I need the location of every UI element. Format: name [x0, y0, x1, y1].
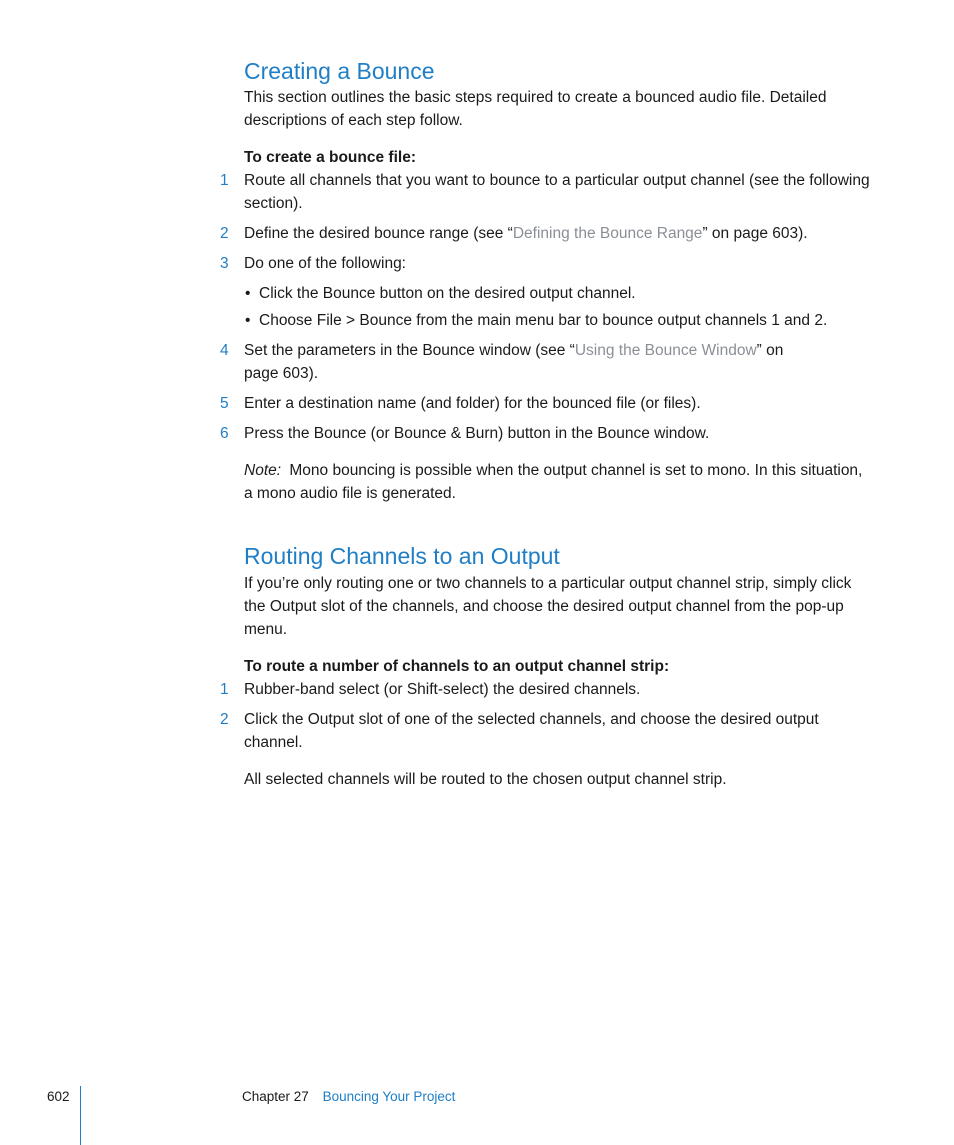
footer-chapter-label: Chapter 27 — [242, 1089, 309, 1104]
bullet-dot: • — [245, 285, 251, 302]
step-3 — [220, 252, 874, 275]
step-number: 1 — [220, 172, 229, 189]
step-number: 1 — [220, 681, 229, 698]
bullet-text: Click the Bounce button on the desired output channel. — [259, 285, 636, 302]
bullet-dot: • — [245, 312, 251, 329]
step-text-post: ” on page 603). — [702, 225, 808, 242]
note — [244, 459, 874, 505]
step-number: 2 — [220, 711, 229, 728]
section-intro: This section outlines the basic steps required to create a bounced audio file. Detailed descriptions of each step follow. — [244, 89, 827, 129]
procedure-title: To route a number of channels to an output channel strip: — [244, 658, 670, 675]
step-2 — [220, 708, 874, 754]
section-heading-creating-a-bounce: Creating a Bounce — [244, 58, 435, 84]
step-text: Click the Output slot of one of the selected channels, and choose the desired output channel. — [244, 711, 819, 751]
step-text: Do one of the following: — [244, 255, 406, 272]
bullet-item — [244, 309, 874, 332]
footer-chapter-title[interactable]: Bouncing Your Project — [322, 1089, 456, 1104]
closing-paragraph: All selected channels will be routed to the chosen output channel strip. — [244, 771, 727, 788]
step-text-pre: Define the desired bounce range (see “ — [244, 225, 513, 242]
step-text-post: ” on page 603). — [244, 342, 784, 382]
step-text: Enter a destination name (and folder) for the bounced file (or files). — [244, 395, 701, 412]
step-text — [244, 339, 808, 385]
step-number: 3 — [220, 255, 229, 272]
step-number: 5 — [220, 395, 229, 412]
step-6 — [220, 422, 874, 445]
step-1 — [220, 678, 874, 701]
step-1 — [220, 169, 874, 215]
step-4 — [220, 339, 808, 385]
section-heading-routing-channels: Routing Channels to an Output — [244, 543, 560, 569]
bullet-text: Choose File > Bounce from the main menu bar to bounce output channels 1 and 2. — [259, 312, 828, 329]
bullet-item — [244, 282, 874, 305]
step-text: Press the Bounce (or Bounce & Burn) button in the Bounce window. — [244, 425, 710, 442]
step-number: 2 — [220, 225, 229, 242]
step-2 — [220, 222, 874, 245]
step-number: 6 — [220, 425, 229, 442]
step-text: Rubber-band select (or Shift-select) the desired channels. — [244, 681, 641, 698]
procedure-title: To create a bounce file: — [244, 149, 416, 166]
page-number: 602 — [47, 1089, 70, 1104]
step-5 — [220, 392, 874, 415]
step-text — [244, 222, 874, 245]
note-label: Note: — [244, 462, 282, 479]
footer-chapter — [242, 1088, 455, 1106]
note-text: Mono bouncing is possible when the output channel is set to mono. In this situation, a mono audio file is generated. — [244, 462, 863, 502]
link-defining-the-bounce-range[interactable]: Defining the Bounce Range — [512, 225, 703, 242]
section-intro: If you’re only routing one or two channels to a particular output channel strip, simply click the Output slot of the channels, and choose the desired output channel from the pop-up menu. — [244, 575, 852, 638]
footer-divider — [80, 1086, 81, 1145]
step-text-pre: Set the parameters in the Bounce window (see “ — [244, 342, 575, 359]
step-text: Route all channels that you want to bounce to a particular output channel (see the following section). — [244, 172, 870, 212]
step-number: 4 — [220, 342, 229, 359]
link-using-the-bounce-window[interactable]: Using the Bounce Window — [574, 342, 757, 359]
